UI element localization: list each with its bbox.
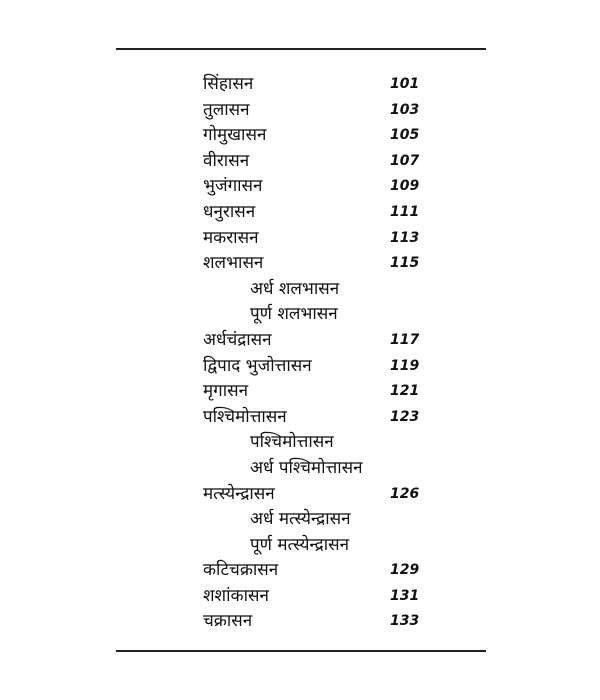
bottom-divider (116, 650, 486, 652)
toc-entry-page-number: 119 (390, 357, 420, 374)
toc-entry-title: द्विपाद भुजोत्तासन (203, 355, 312, 376)
toc-entry-page-number: 103 (390, 101, 420, 118)
toc-entry-page-number: 109 (390, 178, 420, 195)
toc-entry (0, 174, 600, 200)
toc-subentry (0, 277, 600, 303)
toc-entry-page-number: 123 (390, 408, 420, 425)
toc-entry-page-number: 117 (390, 331, 420, 348)
toc-entry (0, 354, 600, 380)
toc-entry-page-number: 115 (390, 255, 420, 272)
top-divider (116, 48, 486, 50)
toc-entry (0, 98, 600, 124)
toc-entry (0, 251, 600, 277)
toc-entry (0, 123, 600, 149)
toc-entry-title: अर्ध मत्स्येन्द्रासन (250, 509, 351, 530)
toc-entry-title: मत्स्येन्द्रासन (203, 483, 275, 504)
toc-entry (0, 200, 600, 226)
toc-entry-title: अर्ध शलभासन (250, 278, 340, 299)
toc-subentry (0, 456, 600, 482)
toc-entry-title: धनुरासन (203, 201, 256, 222)
toc-entry-title: शलभासन (203, 253, 264, 274)
toc-entry (0, 609, 600, 635)
toc-entry-page-number: 113 (390, 229, 420, 246)
toc-entry-title: कटिचक्रासन (203, 560, 279, 581)
toc-entry-title: मृगासन (203, 381, 249, 402)
toc-entry-page-number: 131 (390, 587, 420, 604)
toc-entry-title: अर्ध पश्चिमोत्तासन (250, 457, 363, 478)
toc-entry-title: वीरासन (203, 150, 250, 171)
toc-entry (0, 558, 600, 584)
toc-entry-title: अर्धचंद्रासन (203, 329, 272, 350)
toc-entry-title: पश्चिमोत्तासन (203, 406, 287, 427)
toc-entry-page-number: 105 (390, 127, 420, 144)
toc-entry-title: तुलासन (203, 99, 250, 120)
toc-entry (0, 584, 600, 610)
toc-subentry (0, 302, 600, 328)
toc-entry-title: गोमुखासन (203, 125, 267, 146)
toc-subentry (0, 533, 600, 559)
toc-entry (0, 226, 600, 252)
toc-entry-page-number: 107 (390, 152, 420, 169)
toc-entry-title: पूर्ण शलभासन (250, 304, 338, 325)
toc-entry-title: चक्रासन (203, 611, 253, 632)
toc-entry (0, 328, 600, 354)
toc-entry-page-number: 126 (390, 485, 420, 502)
toc-entry-title: शशांकासन (203, 585, 269, 606)
toc-entry (0, 72, 600, 98)
toc-entry (0, 482, 600, 508)
toc-entry-title: मकरासन (203, 227, 259, 248)
toc-subentry (0, 507, 600, 533)
toc-entry-title: पश्चिमोत्तासन (250, 432, 334, 453)
toc-entry-title: भुजंगासन (203, 176, 263, 197)
toc-entry (0, 379, 600, 405)
toc-entry-page-number: 121 (390, 383, 420, 400)
toc-subentry (0, 430, 600, 456)
toc-entry-page-number: 129 (390, 562, 420, 579)
toc-entry (0, 149, 600, 175)
toc-entry-page-number: 101 (390, 76, 420, 92)
toc-entry-page-number: 111 (390, 203, 420, 220)
toc-entry-title: सिंहासन (203, 74, 254, 94)
toc-entry (0, 405, 600, 431)
table-of-contents (0, 72, 600, 635)
toc-entry-title: पूर्ण मत्स्येन्द्रासन (250, 534, 350, 555)
toc-entry-page-number: 133 (390, 613, 420, 630)
